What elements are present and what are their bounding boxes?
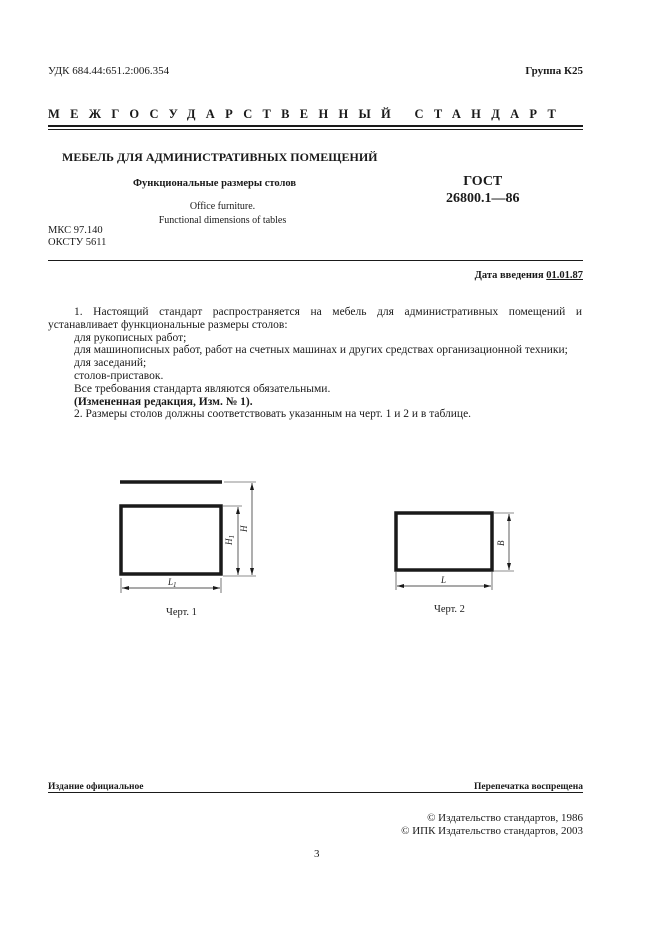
list-item: столов-приставок.: [74, 369, 164, 382]
fig1-table-body: [121, 506, 221, 574]
udk-code: УДК 684.44:651.2:006.354: [48, 65, 170, 77]
paragraph-1: 1. Настоящий стандарт распространяется на мебель для административных помещений и устанавливает функциональные размеры столов:: [48, 306, 582, 331]
fig1-label-h1: $H_1$: [224, 535, 236, 545]
footer-divider: [48, 792, 583, 793]
list-item: для машинописных работ, работ на счетных машинах и других средствах организационной техники;: [74, 344, 568, 357]
group-code: Группа К25: [525, 65, 583, 77]
intro-date-value: 01.01.87: [546, 270, 583, 281]
reprint-prohibited: Перепечатка воспрещена: [473, 782, 583, 792]
fig2-label-l: L: [441, 575, 447, 585]
english-title-line1: Office furniture.: [189, 201, 256, 212]
list-item: для рукописных работ;: [74, 331, 187, 344]
figure-2: [396, 513, 514, 590]
gost-label: ГОСТ: [463, 174, 503, 189]
requirements-note: Все требования стандарта являются обязательными.: [74, 382, 331, 395]
page-number: 3: [314, 848, 320, 860]
figure-2-caption: Черт. 2: [434, 604, 465, 615]
paragraph-2: 2. Размеры столов должны соответствовать указанным на черт. 1 и 2 и в таблице.: [74, 408, 472, 421]
copyright-block: [401, 812, 583, 838]
intro-date-label: Дата введения: [474, 270, 547, 281]
fig1-label-h: H: [239, 525, 249, 532]
amendment-note: (Измененная редакция, Изм. № 1).: [74, 395, 253, 408]
document-subtitle: Функциональные размеры столов: [133, 178, 297, 189]
list-item: для заседаний;: [74, 357, 147, 370]
gost-number: 26800.1—86: [446, 191, 520, 206]
okstu-code: ОКСТУ 5611: [48, 237, 107, 248]
english-title-line2: Functional dimensions of tables: [158, 215, 287, 226]
figure-1: [120, 482, 256, 593]
fig2-table-top: [396, 513, 492, 570]
mks-code: МКС 97.140: [48, 225, 103, 236]
fig2-label-b: B: [496, 540, 506, 546]
official-edition: Издание официальное: [48, 782, 144, 792]
standard-banner: МЕЖГОСУДАРСТВЕННЫЙ СТАНДАРТ: [48, 107, 567, 121]
copyright-line-1: © Издательство стандартов, 1986: [427, 812, 583, 824]
fig1-label-l1: $L_1$: [168, 577, 177, 589]
document-title: МЕБЕЛЬ ДЛЯ АДМИНИСТРАТИВНЫХ ПОМЕЩЕНИЙ: [62, 150, 378, 164]
copyright-line-2: © ИПК Издательство стандартов, 2003: [401, 825, 583, 837]
figure-1-caption: Черт. 1: [166, 607, 197, 618]
